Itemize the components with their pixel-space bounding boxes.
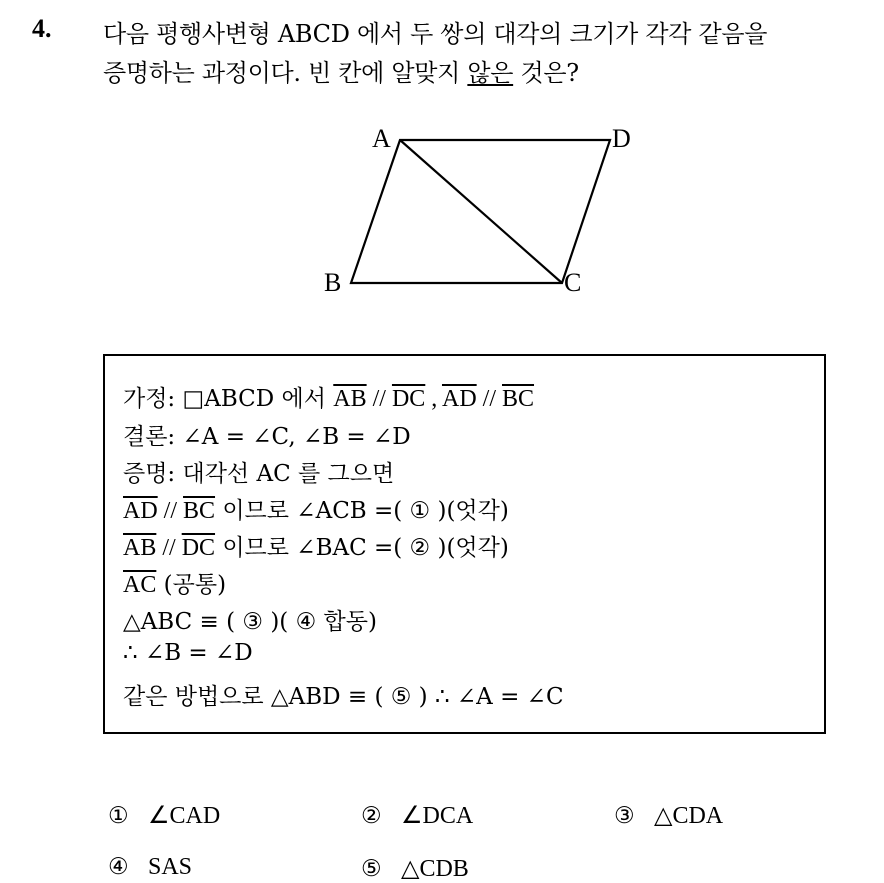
- parallelogram-figure: [310, 115, 650, 305]
- segment-DC: $\overline{DC}$: [391, 386, 426, 412]
- choice-text: SAS: [148, 854, 193, 880]
- proof-line-proof-start: 증명: 대각선 AC 를 그으면: [123, 461, 395, 487]
- segment-DC: $\overline{DC}$: [181, 535, 216, 561]
- vertex-label-A: A: [372, 124, 391, 153]
- parallelogram-svg: [310, 115, 650, 305]
- question-emphasis: 않은: [467, 59, 514, 87]
- choice-1[interactable]: [108, 801, 220, 830]
- choice-2[interactable]: [361, 801, 473, 830]
- proof-line-similarly: 같은 방법으로 △ABD ≡ ( ⑤ ) ∴ ∠A = ∠C: [123, 684, 564, 710]
- segment-AC: $\overline{AC}$: [123, 572, 157, 598]
- segment-BC: $\overline{BC}$: [502, 386, 535, 412]
- vertex-label-C: C: [564, 268, 582, 297]
- segment-AB: $\overline{AB}$: [333, 386, 367, 412]
- choice-number: ①: [108, 803, 129, 829]
- parallel-sign: //: [156, 535, 182, 561]
- step3-text: (공통): [156, 572, 227, 598]
- separator: ,: [425, 386, 442, 412]
- choice-number: ③: [614, 803, 635, 829]
- question-text-line2: [103, 53, 579, 88]
- choice-text: ∠CAD: [148, 803, 221, 829]
- segment-BC: $\overline{BC}$: [183, 498, 216, 524]
- proof-line-assumption: [123, 380, 534, 413]
- parallel-sign: //: [366, 386, 392, 412]
- question-text-part: 증명하는 과정이다. 빈 칸에 알맞지: [103, 59, 468, 87]
- question-text-end: 것은?: [513, 59, 579, 87]
- segment-AB: $\overline{AB}$: [123, 535, 157, 561]
- vertex-label-D: D: [612, 124, 631, 153]
- choice-number: ④: [108, 854, 129, 880]
- choice-number: ②: [361, 803, 382, 829]
- segment-AD: $\overline{AD}$: [441, 386, 477, 412]
- proof-line-step2: [123, 529, 509, 562]
- vertex-label-B: B: [324, 268, 342, 297]
- question-number: 4.: [32, 14, 52, 43]
- choice-5[interactable]: [361, 854, 469, 883]
- segment-AD: $\overline{AD}$: [123, 498, 158, 524]
- choice-4[interactable]: [108, 854, 192, 881]
- proof-line-step1: [123, 492, 509, 525]
- assumption-lead: 가정: □ABCD 에서: [123, 386, 334, 412]
- proof-line-therefore: ∴ ∠B = ∠D: [123, 640, 253, 666]
- choice-number: ⑤: [361, 856, 382, 882]
- proof-box: [103, 354, 826, 734]
- parallel-sign: //: [476, 386, 502, 412]
- step2-text: 이므로 ∠BAC =( ② )(엇각): [215, 535, 509, 561]
- step1-text: 이므로 ∠ACB =( ① )(엇각): [215, 498, 509, 524]
- question-text-line1: 다음 평행사변형 ABCD 에서 두 쌍의 대각의 크기가 각각 같음을: [103, 20, 768, 48]
- parallel-sign: //: [157, 498, 184, 524]
- choice-3[interactable]: [614, 801, 723, 830]
- choice-text: △CDA: [654, 803, 724, 829]
- diagonal-AC: [400, 140, 562, 283]
- proof-line-conclusion: 결론: ∠A = ∠C, ∠B = ∠D: [123, 424, 411, 450]
- choice-text: △CDB: [401, 856, 469, 882]
- proof-line-congruence: △ABC ≡ ( ③ )( ④ 합동): [123, 609, 377, 635]
- choice-text: ∠DCA: [401, 803, 474, 829]
- proof-line-step3: [123, 566, 226, 599]
